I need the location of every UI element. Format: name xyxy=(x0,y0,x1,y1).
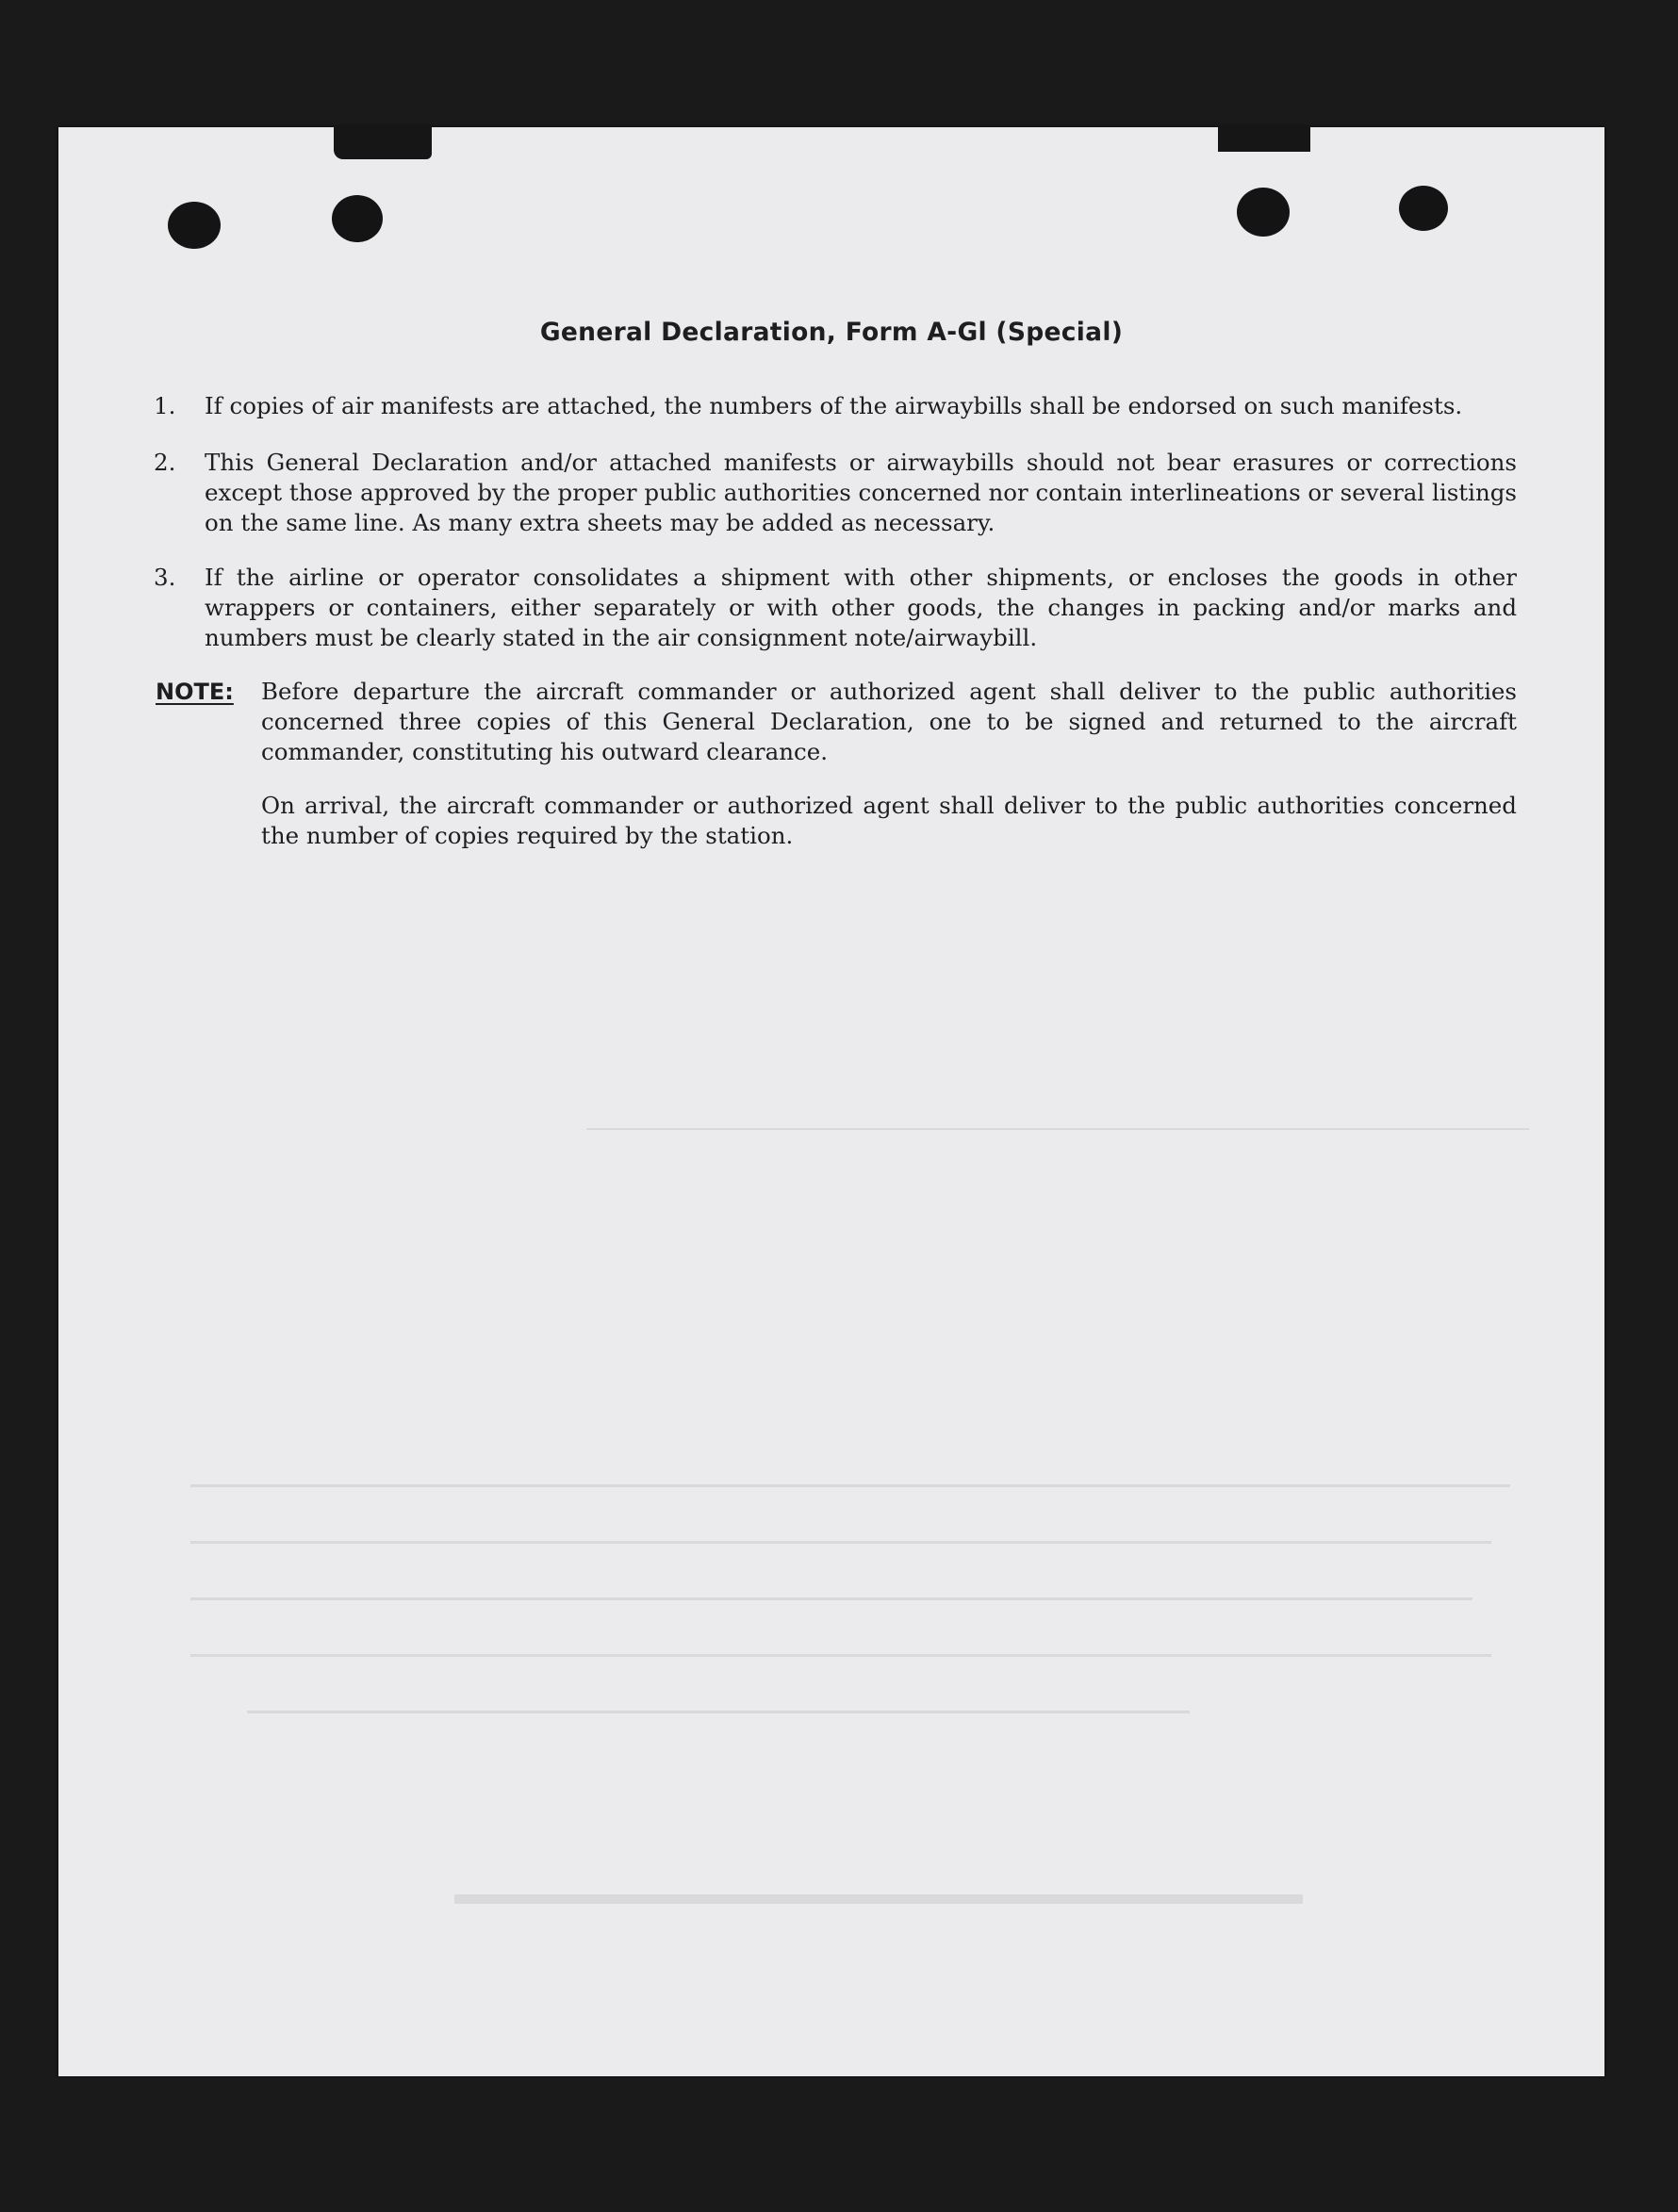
list-item-number: 3. xyxy=(154,564,176,591)
document-page xyxy=(58,127,1604,2076)
document-content xyxy=(58,127,1604,2076)
list-item-2 xyxy=(154,448,1517,538)
list-item-3 xyxy=(154,563,1517,653)
note-label: NOTE: xyxy=(156,679,234,705)
list-item-text: This General Declaration and/or attached manifests or airwaybills should not bear erasures or corrections except those approved by the proper public authorities concerned nor contain interlineations or several listings on the same line. As many extra sheets may be added as necessary. xyxy=(205,449,1517,536)
document-title: General Declaration, Form A-Gl (Special) xyxy=(539,318,1124,347)
note-paragraph-2: On arrival, the aircraft commander or authorized agent shall deliver to the public authorities concerned the number of copies required by the station. xyxy=(261,792,1517,849)
note-paragraph-1: Before departure the aircraft commander or authorized agent shall deliver to the public authorities concerned three copies of this General Declaration, one to be signed and returned to the aircraft commander, constituting his outward clearance. xyxy=(261,678,1517,765)
list-item-number: 2. xyxy=(154,449,176,476)
list-item-text: If the airline or operator consolidates a shipment with other shipments, or encloses the goods in other wrappers or containers, either separately or with other goods, the changes in packing and/or marks and numbers must be clearly stated in the air consignment note/airwaybill. xyxy=(205,564,1517,651)
list-item-1 xyxy=(154,391,1517,421)
list-item-text: If copies of air manifests are attached, the numbers of the airwaybills shall be endorsed on such manifests. xyxy=(205,392,1463,419)
list-item-number: 1. xyxy=(154,392,176,419)
